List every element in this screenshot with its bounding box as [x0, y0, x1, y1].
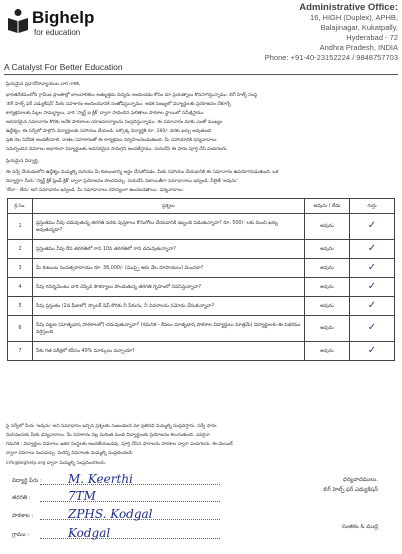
address-line: Hyderabad - 72	[346, 33, 398, 42]
row-number: 6	[8, 316, 33, 342]
row-answer: అవును	[305, 259, 350, 278]
logo-subtitle: for education	[34, 28, 81, 37]
paragraph-line: 'బిగ్ హెల్ప్ ఫర్ ఎడ్యుకేషన్' మీకు సహకారం అందించడానికి సంతోషిస్తున్నాము. అధిక సంఖ్యలో విద్యార్థులకు ప్రయోజనం చేకూర్చే	[6, 102, 231, 107]
row-answer: అవును	[305, 240, 350, 259]
paragraph-line: 'లేదా - లేదు' అని సమాధానం ఇవ్వండి. మీ సమాధానాలు రహస్యంగా ఉంచబడతాయి. ధన్యవాదాలు.	[6, 188, 185, 193]
row-number: 1	[8, 214, 33, 240]
table-row	[8, 214, 395, 240]
row-number: 4	[8, 278, 33, 297]
row-answer: అవును	[305, 214, 350, 240]
header-divider	[4, 74, 398, 75]
checkmark-icon: ✓	[367, 261, 377, 273]
row-question: నీవు గవర్నమెంటు వారి చెప్పిన సౌకర్యాలు పొందుతున్న తరగతి గృహంలో నివసిస్తున్నావా?	[33, 278, 305, 297]
logo-name: Bighelp	[32, 8, 95, 27]
survey-table	[7, 198, 395, 361]
row-question: నీవు ప్రస్తుతం (2వ ఫీజులో) స్కాలర్ షిప్ కొరకు నీ పేరును, నీ వివరాలను నమోదు చేసుకున్నావా?	[33, 297, 305, 316]
table-row	[8, 259, 395, 278]
paragraph-line: భారతదేశములోని గ్రామీణ ప్రాంతాల్లో బాలబాలికలు అత్యుత్తమ విద్యను అందించడం కోసం మా ప్రయత్నాలు కొనసాగిస్తున్నాము. బిగ్ హెల్ప్ సంస్థ	[6, 93, 258, 98]
note-line: పై సర్వేలో మీరు 'అవును' అని సమాధానం ఇచ్చిన ప్రశ్నలకు సంబంధించి మా ప్రతినిధి మిమ్మల్ని సంప్రదిస్తారు. సర్వే ఫారం	[6, 424, 217, 429]
note-line: నింపినందుకు మీకు ధన్యవాదాలు. మీ సహకారం వల్ల మరింత మంది విద్యార్థులకు ప్రయోజనం కలుగుతుంది. ఎవరైనా	[6, 433, 210, 438]
paragraph-line: కార్యక్రమాలకు పిల్లల సామర్థ్యాలు, వారి 'స్మార్ట్ ఐ క్లిక్' ద్వారా సాధించిన ఫలితాలు పాఠశాల స్థాయిలో సమీక్షిస్తాము	[6, 111, 204, 116]
header-question: ప్రశ్నలు	[33, 199, 305, 214]
address-line: Balajinagar, Kukatpally,	[320, 23, 398, 32]
school-handwritten: ZPHS. Kodgal	[68, 507, 153, 521]
name-label: విద్యార్థి పేరు :	[12, 478, 42, 484]
address-line: Andhra Pradesh, INDIA	[319, 43, 398, 52]
row-number: 3	[8, 259, 33, 278]
checkmark-icon: ✓	[367, 242, 377, 254]
row-answer: అవును	[305, 278, 350, 297]
table-row	[8, 240, 395, 259]
row-number: 7	[8, 342, 33, 361]
header-serial: క్ర.సం.	[8, 199, 33, 214]
header-answer: అవును / లేదు	[305, 199, 350, 214]
signature-line: సంతకం & ముద్ర	[342, 524, 378, 530]
email-line: info@bighelp.org ద్వారా మమ్మల్ని సంప్రదించగలరు.	[6, 461, 107, 466]
table-row	[8, 316, 395, 342]
row-answer: అవును	[305, 297, 350, 316]
table-header-row	[8, 199, 395, 214]
row-question: ప్రస్తుతము నీవు 8వ తరగతిలో గాని 10వ తరగతిలో గాని చదువుతున్నావా?	[33, 240, 305, 259]
signature-line: ధన్యవాదములు,	[342, 477, 378, 483]
checkmark-icon: ✓	[367, 299, 377, 311]
checkmark-icon: ✓	[367, 220, 377, 231]
table-row	[8, 278, 395, 297]
office-address	[238, 3, 398, 63]
table-row	[8, 342, 395, 361]
village-handwritten: Kodgal	[68, 526, 111, 540]
village-dotted-line	[40, 538, 220, 539]
bighelp-logo	[7, 6, 157, 46]
greeting: ప్రియమైన ప్రధానోపాధ్యాయుల వారి గారికి,	[6, 82, 81, 87]
checkmark-icon: ✓	[367, 322, 377, 333]
paragraph-line: ఉద్దేశ్యం. ఈ సర్వేలో పాల్గొని విద్యార్థులకు సహాయం చేయండి. ఒక్కొక్క విద్యార్థికి రూ. 280/- వరకు ఖర్చు అవుతుంది	[6, 129, 212, 134]
student-salutation: ప్రియమైన విద్యార్థి,	[6, 159, 40, 164]
address-phone: Phone: +91-40-23152224 / 9848757703	[264, 53, 398, 62]
paragraph-line: సమర్పించిన వివరాలు ఆధారంగా విద్యార్థులకు అవసరమైన సామగ్రిని అందజేస్తాము. దయచేసి ఈ ఫారం పూర్తి చేసి పంపగలరు.	[6, 147, 228, 152]
row-number: 5	[8, 297, 33, 316]
paragraph-line: ఈ సర్వే చేయడంలోని ఉద్దేశ్యం మిమ్మల్ని మరియు మీ కుటుంబాన్ని అర్థం చేసుకోవడం. మీకు సహాయం చేయడానికి ఈ సమాచారం ఉపయోగపడుతుంది. ఒక	[6, 170, 279, 175]
office-title: Administrative Office:	[299, 2, 398, 13]
paragraph-line: అవసరమైన సమాచారం కొరకు అనేక పాఠశాలల యాజమాన్యాలను సంప్రదిస్తున్నాము. ఈ సమాచారం మాకు ఎంతో ముఖ్యం	[6, 120, 223, 125]
tagline: A Catalyst For Better Education	[4, 62, 123, 72]
checkmark-icon: ✓	[367, 280, 377, 292]
note-line: ద్వారా వివరాలు పంపవచ్చు. మరిన్ని వివరాలకు మమ్మల్ని సంప్రదించండి:	[6, 451, 134, 456]
note-line: గమనిక : విద్యార్థుల వివరాలు ఇతర సంస్థలకు అందజేయబడవు. పూర్తి చేసిన ఫారాలను పాఠశాల ద్వారా పంపగలరు. ఈ-మెయిల్	[6, 442, 233, 447]
paragraph-line: ప్రతి నెల నివేదిక అందజేయాలి. దాతల సహకారంతో ఈ కార్యక్రమం నిర్వహించబడుతుంది. మీ సహాయానికి ధన్యవాదాలు.	[6, 138, 218, 143]
row-answer: అవును	[305, 342, 350, 361]
row-question: నీకు గత పరీక్షలో కనీసం 40% మార్కులు వచ్చాయా?	[33, 342, 305, 361]
address-line: 16, HIGH (Duplex), APHB,	[310, 13, 398, 22]
name-handwritten: M. Keerthi	[68, 472, 133, 486]
signature-line: బిగ్ హెల్ప్ ఫర్ ఎడ్యుకేషన్	[323, 487, 378, 493]
class-label: తరగతి :	[12, 495, 31, 501]
paragraph-line: విద్యార్థిగా మీరు 'స్మార్ట్ క్లిక్ ఫ్రెండ్ క్లిక్' ద్వారా ప్రయోజనం పొందవచ్చు. దయచేసి నిజాయితీగా సమాధానాలు ఇవ్వండి. వీలైతే 'అవును'	[6, 179, 238, 184]
village-label: గ్రామం :	[12, 532, 30, 538]
row-question: ప్రస్తుతము నీవు చదువుతున్న తరగతి వరకు పుస్తకాలు కొనుగోలు చేయడానికి ఇబ్బంది పడుతున్నావా? రూ. 500/- లకు మించి ఖర్చు అవుతున్నదా?	[33, 214, 305, 240]
open-book-person-icon	[7, 8, 29, 34]
class-handwritten: 7TM	[68, 489, 96, 503]
row-number: 2	[8, 240, 33, 259]
table-row	[8, 297, 395, 316]
school-label: పాఠశాల :	[12, 513, 34, 519]
row-answer: అవును	[305, 316, 350, 342]
class-dotted-line	[40, 501, 220, 502]
header-mark: గుర్తు	[350, 199, 395, 214]
row-question: మీ కుటుంబ సంవత్సరాదాయం రూ. 36,000/- (ముప్పై ఆరు వేల రూపాయలు) మించదా?	[33, 259, 305, 278]
row-question: నీవు పట్టణ (మాతృభాష పాఠశాలలో) చదువుతున్నావా? (గమనిక - కేవలం మాతృభాష పాఠశాల విద్యార్థులు మాత్రమే) విద్యార్థులకు ఈ పథకము వర్తిస్తుంది	[33, 316, 305, 342]
checkmark-icon: ✓	[367, 344, 377, 356]
